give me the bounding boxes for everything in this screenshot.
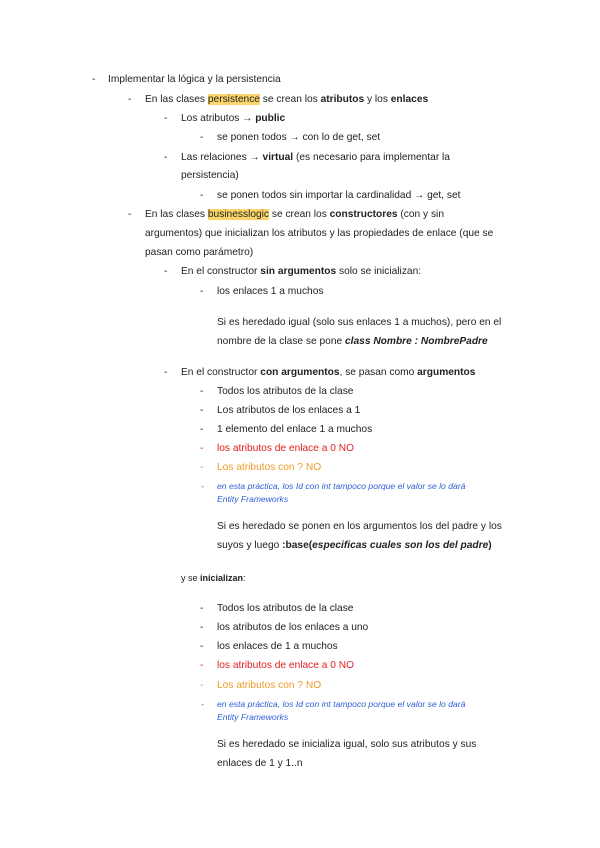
- item-cardinalidad: se ponen todos sin importar la cardinalidad → get, set: [217, 190, 461, 201]
- bullet-dash: -: [201, 699, 204, 709]
- bullet-dash: -: [164, 152, 168, 163]
- label-se-inicializan: y se inicializan:: [181, 573, 246, 583]
- bullet-dash: -: [200, 132, 204, 143]
- paragraph-heredado-2-cont: suyos y luego :base(especificas cuales son los del padre): [217, 540, 492, 551]
- list1-item-red: los atributos de enlace a 0 NO: [217, 443, 355, 454]
- highlight-persistence: persistence: [207, 94, 260, 105]
- item-businesslogic-cont2: pasan como parámetro): [145, 247, 254, 258]
- bullet-dash: -: [200, 641, 204, 652]
- bullet-dash: -: [200, 603, 204, 614]
- bullet-dash: -: [92, 74, 96, 85]
- item-relaciones-cont: persistencia): [181, 170, 239, 181]
- list1-item: Todos los atributos de la clase: [217, 386, 354, 397]
- bullet-dash: -: [200, 386, 204, 397]
- bullet-dash: -: [200, 405, 204, 416]
- bullet-dash: -: [128, 94, 132, 105]
- item-businesslogic: En las clases businesslogic se crean los constructores (con y sin: [145, 209, 444, 220]
- item-sin-argumentos: En el constructor sin argumentos solo se inicializan:: [181, 266, 422, 277]
- bullet-dash: -: [200, 660, 204, 671]
- item-get-set: se ponen todos → con lo de get, set: [217, 132, 381, 143]
- item-con-argumentos: En el constructor con argumentos, se pasan como argumentos: [181, 367, 476, 378]
- bullet-dash: -: [200, 424, 204, 435]
- paragraph-heredado-3: Si es heredado se inicializa igual, solo sus atributos y sus: [217, 739, 477, 750]
- list2-item-red: los atributos de enlace a 0 NO: [217, 660, 355, 671]
- list1-item-orange: Los atributos con ? NO: [217, 462, 322, 473]
- bullet-dash: -: [128, 209, 132, 220]
- note-entity-frameworks: en esta práctica, los Id con int tampoco porque el valor se lo dará: [217, 699, 466, 709]
- note-entity-frameworks-cont: Entity Frameworks: [217, 494, 289, 504]
- list1-item: Los atributos de los enlaces a 1: [217, 405, 361, 416]
- list1-item: 1 elemento del enlace 1 a muchos: [217, 424, 373, 435]
- paragraph-heredado-1: Si es heredado igual (solo sus enlaces 1 a muchos), pero en el: [217, 317, 502, 328]
- item-businesslogic-cont1: argumentos) que inicializan los atributos y las propiedades de enlace (que se: [145, 228, 494, 239]
- bullet-dash: -: [200, 462, 204, 473]
- item-relaciones-virtual: Las relaciones → virtual (es necesario para implementar la: [181, 152, 450, 163]
- list2-item: Todos los atributos de la clase: [217, 603, 354, 614]
- note-entity-frameworks-cont: Entity Frameworks: [217, 712, 289, 722]
- bullet-dash: -: [200, 190, 204, 201]
- item-atributos-public: Los atributos → public: [181, 113, 286, 124]
- highlight-businesslogic: businesslogic: [207, 209, 270, 220]
- list2-item-orange: Los atributos con ? NO: [217, 680, 322, 691]
- bullet-dash: -: [200, 286, 204, 297]
- bullet-dash: -: [200, 622, 204, 633]
- bullet-dash: -: [164, 113, 168, 124]
- paragraph-heredado-3-cont: enlaces de 1 y 1..n: [217, 758, 303, 769]
- list2-item: los enlaces de 1 a muchos: [217, 641, 338, 652]
- item-enlaces-1-muchos: los enlaces 1 a muchos: [217, 286, 324, 297]
- bullet-dash: -: [164, 367, 168, 378]
- bullet-dash: -: [164, 266, 168, 277]
- item-persistence: En las clases persistence se crean los atributos y los enlaces: [145, 94, 429, 105]
- bullet-dash: -: [200, 680, 204, 691]
- paragraph-heredado-1-cont: nombre de la clase se pone class Nombre : NombrePadre: [217, 336, 488, 347]
- heading-implementar: Implementar la lógica y la persistencia: [108, 74, 281, 85]
- list2-item: los atributos de los enlaces a uno: [217, 622, 369, 633]
- note-entity-frameworks: en esta práctica, los Id con int tampoco porque el valor se lo dará: [217, 481, 466, 491]
- bullet-dash: -: [200, 443, 204, 454]
- bullet-dash: -: [201, 481, 204, 491]
- paragraph-heredado-2: Si es heredado se ponen en los argumentos los del padre y los: [217, 521, 502, 532]
